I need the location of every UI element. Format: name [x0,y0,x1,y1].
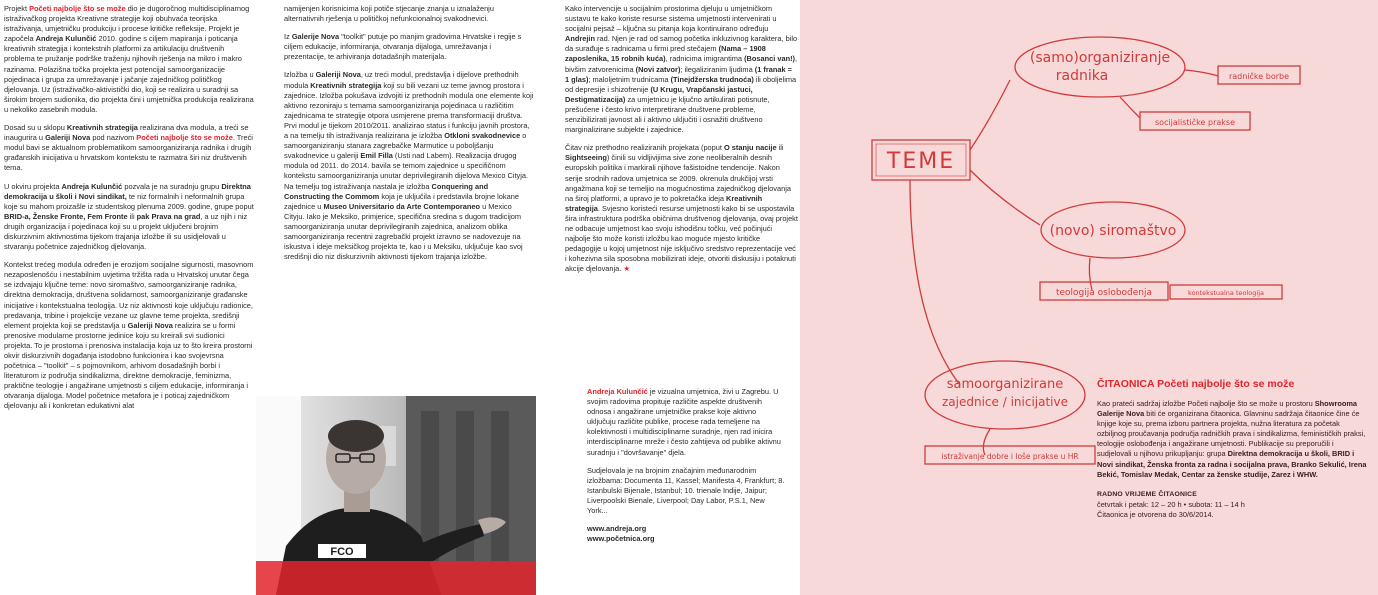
mindmap-node-label: (samo)organiziranje [1029,50,1171,66]
mindmap-leaf-label: kontekstualna teologija [1188,289,1264,297]
text-column-3 [565,4,798,274]
text-run: za umjetnicu je ključno artikulirati potisnute, prešućene i često krivo interpretirane društvene probleme, senzibilizirati javnost ali i aktivno uključiti i osnažiti društveno marginalizirane subjekte i zajednice. [565,94,770,135]
text-run: o samoorganiziranju stanara zagrebačke Marmutice u poboljšanju svakodnevice u galeriji [284,131,527,161]
text-run: ili [776,143,784,153]
bold-text: BRID-a, Ženske Fronte, Fem Fronte [4,211,128,221]
paragraph [4,260,254,411]
text-run: , a uz njih i niz drugih organizacija i pojedinaca koji su u projekt uključeni brojnim diskurzivnim aktivnostima tijekom trajanja izložbe ili su usidjelovali u stvaranju početnice zajedničkog djelovanja. [4,211,248,252]
star-icon: ★ [623,264,630,274]
mindmap-branch [1120,97,1140,118]
bold-text: (Nama – 1908 zaposlenika, 15 robnih kuća) [565,44,766,64]
bold-text: Galeriji Nova [45,133,91,143]
text-run: koja je uključila i predstavila brojne lokane zajednice u [284,191,519,211]
bold-text: Andreja Kulunčić [61,181,123,191]
paragraph [4,4,254,115]
bold-text: (Bosanci van!) [744,54,796,64]
bold-text: O stanju nacije [724,143,777,153]
bold-text: Galeriji Nova [127,320,173,330]
text-run: U okviru projekta [4,181,62,191]
bold-text: Sightseeing [565,153,607,163]
text-run: , radnicima imigrantima [665,54,745,64]
website-links [587,524,787,544]
bold-text: Kreativnih strategija [66,123,138,133]
mindmap-branch [1185,70,1218,76]
bold-text: Museo Universitario da Arte Contemporaneo [323,201,481,211]
reading-room-section [1097,378,1367,520]
text-run: Projekt [4,4,30,13]
mindmap-leaf-label: istraživanje dobre i loše prakse u HR [941,452,1079,461]
text-run: pod nazivom [90,133,137,143]
mindmap-branch [910,180,960,385]
opening-hours: četvrtak i petak: 12 – 20 h • subota: 11 – 14 h [1097,499,1245,509]
text-run: koji su bili vezani uz teme javnog prostora i zajednice. Izložba pokušava izdvojiti iz prethodnih modula one elemente koji aktivno rezoniraju s temama samoorganiziranja pojedinaca u različitim zajednicama te strategije otpora usmjerene prema transformaciji društva. Prvi modul je tijekom 2010/2011. analizirao status i funkciju javnih prostora, a na temelju tih istraživanja realizirana je izložba [284,80,534,141]
bold-text: (U Krugu, Vrapčanski jastuci, Destigmatizacija) [565,84,753,104]
bold-text: Direktna demokracija u školi, BRID i Novi sindikat, Ženska fronta za radna i socijalna prava, Branko Sekulić, Irena Bekić, Tomislav Medak, Centar za ženske studije, Zarez i WHW. [1097,449,1367,479]
bold-text: Conquering and Constructing the Commom [284,181,489,201]
text-run: pozvala je na suradnju grupu [122,181,222,191]
text-column-1 [4,4,254,412]
mindmap-branch [970,80,1010,150]
text-column-2 [284,4,534,262]
bold-text: Kreativnih strategija [310,80,382,90]
bold-text: pak Prava na grad [136,211,201,221]
text-run: "toolkit" putuje po manjim gradovima Hrvatske i regije s ciljem edukacije, informiranja, otvaranja dijaloga, umrežavanja i prezentacije, te arhiviranja dotadašnjih materijala. [284,32,522,62]
text-run: , uz treći modul, predstavlja i dijelove prethodnih modula [284,70,519,90]
text-run: u Mexico Cityju. Iako je Meksiko, primjerice, specifična sredina s dugom tradicijom samoorganiziranja unutar deprivilegiranih zajednica, analizom oblika samoorganiziranja recentni zagrebački projekt izravno se nadovezuje na iskustva i ideje meksičkog projekta te, kao i u Meksiku, uključuje kao svoj središnji dio niz diskurzivnih aktivnosti tijekom trajanja izložbe. [284,201,523,262]
bold-text: Showrooma Galerije Nova [1097,399,1358,419]
paragraph [587,466,787,516]
paragraph [4,182,254,253]
bold-text: (Novi zatvor) [635,64,681,74]
text-run: . Treći modul bavi se aktualnom problematikom samoorganiziranja radnika i drugih građanskih inicijativa u hrvatskom kontekstu te razmatra širi niz društvenih tema. [4,133,253,173]
text-run: biti će organizirana čitaonica. Glavninu sadržaja čitaonice čine će knjige koje su, prema izboru partnera projekta, nužna literatura za početak ozbiljnog proučavanja područja radničkih prava i sindikalizma, feminističkih praksi, teologije oslobođenja i angažirane umjetnosti. Publikacije su preporučili i sudjelovali u njihovu prikupljanju: grupa [1097,409,1366,459]
text-run: realizira se u formi prenosive modularne prostorne jedinice koju su kreirali svi sudionici projekta. To je prostorna i prenosiva instalacija koja uz to što kreira prostorni okvir diskurzivnih događanja istodobno funkcionira i kao svojevrsna početnica – "toolkit" – s pojmovnikom, arhivom dosadašnjih borbi i literaturom iz područja sindikalizma, direktne demokracije, feminizma, praktične teologije i angažirane umjetnosti s ciljem edukacije, informiranja i otvaranja dijaloga. Model početnice metafora je i poticaj zajedničkom djelovanju ali i konkretan edukativni alat [4,320,253,411]
text-run: Iz [284,32,292,42]
paragraph [565,143,798,274]
text-run: ) činili su vidljivijima sive zone neoliberalnih desnih europskih politika i markirali njihove fašistoidne tendencije. Nakon serije srodnih radova umjetnica se 2009. okrenula drukčijoj vrsti angažmana koji se temeljio na mogućnostima zajedničkog djelovanja na široj platformi, a upravo je to pokretačka ideja [565,153,791,203]
text-run: namijenjen korisnicima koji potiče stjecanje znanja u iznalaženju alternativnih rješenja u političkoj nefunkcionalnoj svakodnevici. [284,4,494,24]
bold-text: Emil Filla [360,151,393,161]
text-run: ; ilegaliziranim ljudima [680,64,755,74]
text-run: Dosad su u sklopu [4,123,67,133]
text-run: . Svjesno koristeći resurse umjetnosti kako bi se uspostavila šira infrastruktura podrška običnima društvenog djelovanja, ovaj projekt ne odbacuje umjetnost kao svoju ishodišnu točku, već počinjući najbolje što može koristi izložbu kao moguće mjesto kritičke pedagogije u kojoj umjetnost nije isključivo sredstvo reprezentacije već i kohezivna sila sposobna mobilizirati ideje, otvoriti diskusiju i potaknuti akcije djelovanja. [565,203,798,274]
mindmap-leaf-label: teologija oslobođenja [1055,288,1153,298]
artist-bio [587,387,787,544]
bold-text: Galeriji Nova [315,70,361,80]
text-run: rad. Njen je rad od samog početka inkluzivnog karaktera, bilo da surađuje s radnicama u firmi pred stečajem [565,34,798,54]
paragraph [284,70,534,262]
mindmap-center-label: TEME [886,149,956,174]
mindmap-leaf-label: socijalističke prakse [1155,118,1235,127]
bold-text: Direktna demokracija u školi i Novi sindikat, [4,181,251,201]
mindmap-branch [970,170,1040,225]
bold-text: Kreativnih strategija [565,193,763,213]
text-run: realizirana dva modula, a treći se inaugurira u [4,123,249,143]
paragraph [565,4,798,135]
mindmap-node-label: samoorganizirane [946,377,1064,392]
paragraph [587,387,787,458]
reading-room-body [1097,399,1367,480]
mindmap-leaf-label: radničke borbe [1228,72,1290,81]
opening-hours-title: RADNO VRIJEME ČITAONICE [1097,490,1198,498]
text-run: Sudjelovala je na brojnim značajnim međunarodnim izložbama: Documenta 11, Kassel; Manifesta 4, Frankfurt; 8. Istanbulski Bijenale, Istanbul; 10. trienale Indije, Jaipur; Liverpoolski Bienale, Liverpool; Day Labor, P.S.1, New York... [587,465,785,516]
open-until: Čitaonica je otvorena do 30/6/2014. [1097,509,1214,519]
bold-text: Andreja Kulunčić [35,34,97,44]
paragraph [4,123,254,173]
text-run: Kako intervencije u socijalnim prostorima djeluju u umjetničkom sustavu te kako koriste resurse sistema umjetnosti intervenirati u socijalni pejsaž – ključna su pitanja koja kontinuirano određuju [565,4,777,34]
bold-text: (Tinejdžerska trudnoća) [670,74,754,84]
text-run: ili oboljelima od depresije i shizofrenije [565,74,797,94]
bold-text: (1 franak = 1 glas) [565,64,792,84]
photo-red-band [256,561,536,595]
text-run: (Usti nad Labem). Realizacija drugog modula od 2011. do 2014. bavila se temom zajednice u specifičnom kontekstu samoorganiziranja unutar deprivilegiranih dijelova Mexico Cityja. Na temelju tog istraživanja nastala je izložba [284,151,529,191]
text-run: , bivšim zatvorenicima [565,54,798,74]
text-run: Kontekst trećeg modula određen je erozijom socijalne sigurnosti, masovnom nezaposlenošću i nestabilnim uvjetima tržišta rada u Hrvatskoj unutar čega se izdvajaju ključne teme: novo siromaštvo, samoorganiziranje radnika, direktna demokracija, društvena solidarnost, samoorganiziranje građanske inicijative i kontekstualna teologija. Uz niz aktivnosti koje uključuju radionice, predavanja, tribine i projekcije vezane uz glavne teme projekta, središnji element projekta koji se predstavlja u [4,260,254,330]
highlighted-text: Andreja Kulunčić [587,387,648,396]
text-run: je vizualna umjetnica, živi u Zagrebu. U svojim radovima propituje različite aspekte društvenih odnosa i angažirane umjetničke prakse koje aktivno uključuju različite publike, procese rada temeljene na kolektivnosti i multidisciplinarne suradnje, njen rad inicira interdisciplinarne mreže i često zahtijeva od publike aktivnu suradnju i "dovršavanje" djela. [587,387,781,457]
bold-text: Andrejin [565,34,595,44]
shirt-logo-text: FCO [330,546,354,558]
mindmap-node-ellipse [1015,37,1185,97]
text-run: ; maloljetnim trudnicama [588,74,671,84]
text-run: 2010. godine s ciljem mapiranja i poticanja kreativnih strategija i kontekstnih platformi za artikulaciju društvenih problema te pružanje podrške traženju njihovih rješenja na mikro i makro razinama. Polazišna točka projekta jest potencijal samoorganizacije pojedinaca i grupa za umrežavanje i jačanje zajedničkog političkog djelovanja. Uz (istraživačko-aktivistički dio, koji se realizira u suradnji sa širokim brojem sudionika, dio projekta čini i umjetnička produkcija realizirana u nekoliko zasebnih modula. [4,34,254,114]
paragraph [284,4,534,24]
mindmap-node-label: zajednice / inicijative [942,395,1068,409]
text-run: te niz formalnih i neformalnih grupa koje su mahom proizašle iz studentskog plenuma 2009. godine, grupe poput [4,191,254,211]
highlighted-text: Početi najbolje što se može [136,133,233,143]
bold-text: Otkloni svakodnevice [444,131,521,141]
mindmap-node-label: (novo) siromaštvo [1049,223,1177,239]
text-run: dio je dugoročnog multidisciplinarnog istraživačkog projekta Kreativne strategije koji obuhvaća teorijska istraživanja, umjetničku produkciju i procese kritičke refleksije. Projekt je započela [4,4,250,44]
mindmap-node-label: radnika [1055,68,1109,84]
paragraph [284,32,534,62]
text-run: Čitav niz prethodno realiziranih projekata (poput [565,143,724,153]
mindmap-branch [1089,258,1092,290]
bold-text: Galerije Nova [291,32,340,42]
bold-text: www.andreja.org [587,524,647,534]
highlighted-text: Početi najbolje što se može [29,4,126,13]
text-run: Izložba u [284,70,316,80]
reading-room-title: ČITAONICA Početi najbolje što se može [1097,378,1295,390]
bold-text: www.početnica.org [587,534,655,544]
text-run: ili [127,211,137,221]
text-run: Kao prateći sadržaj izložbe Početi najbolje što se može u prostoru [1097,399,1315,408]
